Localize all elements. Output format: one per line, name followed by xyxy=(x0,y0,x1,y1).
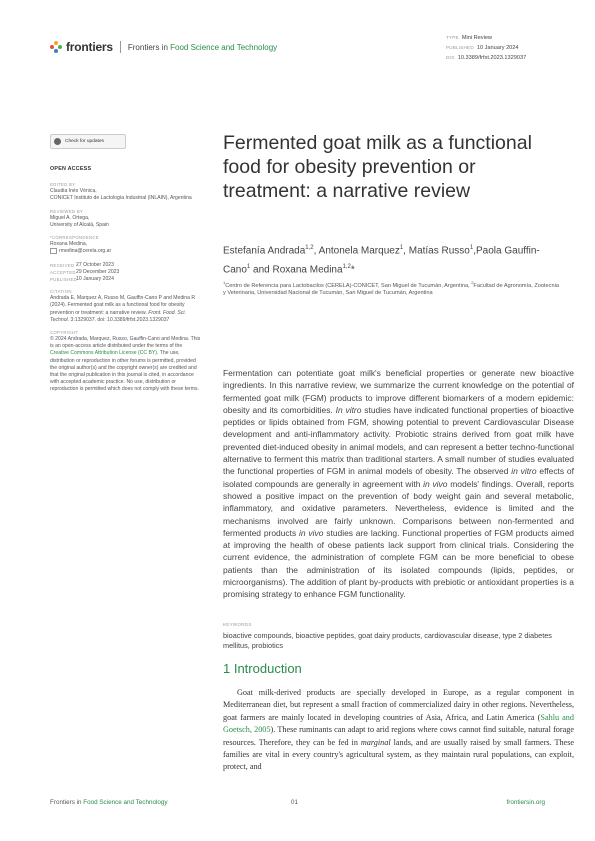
journal-name: Food Science and Technology xyxy=(170,42,278,52)
citation-doi[interactable]: doi: 10.3389/frfst.2023.1329037 xyxy=(97,316,170,323)
frontiers-logo-icon xyxy=(50,41,62,53)
author-separator: , xyxy=(313,245,319,257)
intro-citation-link[interactable]: Sahlu and Goetsch, 2005 xyxy=(223,712,574,735)
article-title: Fermented goat milk as a functional food for obesity prevention or treatment: a narrative review xyxy=(223,132,532,202)
journal-prefix: Frontiers in xyxy=(127,42,168,52)
correspondence-label: *CORRESPONDENCE xyxy=(50,235,99,241)
author-name[interactable]: Matías Russo xyxy=(408,245,470,257)
accepted-value: 29 December 2023 xyxy=(76,268,120,275)
footer-journal[interactable] xyxy=(50,799,168,806)
keywords-label: KEYWORDS xyxy=(223,622,252,627)
mail-icon xyxy=(50,248,57,254)
reviewed-by-block xyxy=(50,209,202,229)
affiliation-1-sup: 1 xyxy=(223,280,226,285)
author-affiliation-sup: 1 xyxy=(246,264,251,271)
type-label: TYPE xyxy=(446,35,459,40)
abstract-part-5: studies are lacking. Functional properties of FGM products aimed at improving the health of obese patients lack support from clinical trials. Considering the current evidence, the administration of complete FGM can be more beneficial to obese patients than the administration of its isolated compounds (lipids, peptides, or microorganisms). The addition of plant by-products with prebiotic or antioxidant properties is a promising strategy to enhance FGM functionality. xyxy=(223,527,574,600)
header-logo[interactable] xyxy=(50,40,277,54)
check-for-updates-label: Check for updates xyxy=(65,139,104,144)
copyright-block xyxy=(50,330,202,394)
citation-text xyxy=(50,295,202,324)
affiliations xyxy=(223,279,563,297)
intro-part-1: Goat milk-derived products are specially developed in Europe, as a regular component in Mediterranean diet, but represent a small fraction of commercialized dairy in other regions. Nevertheless, goat farmers are mainly located in developing countries of Asia, Africa, and Latin America ( xyxy=(223,688,574,722)
abstract-part-3: effects of isolated compounds are generally in agreement with xyxy=(223,466,574,489)
type-value: Mini Review xyxy=(461,35,492,41)
author-name[interactable]: Roxana Medina xyxy=(272,264,343,276)
author-affiliation-sup: 1,2 xyxy=(342,264,351,271)
copyright-text-2: The use, distribution or reproduction in other forums is permitted, provided the original author(s) and the copyright owner(s) are credited and that the original publication in this journal is cited, in accordance with accepted academic practice. No use, distribution or reproduction is permitted which does not comply with these terms. xyxy=(50,350,199,393)
abstract-part-2: studies have indicated functional properties of bioactive peptides or lipids obtained from FGM, showing potential to prevent Cardiovascular Disease development and anti-inflammatory activity. Probiotic strains derived from goat milk have prevented diet-induced obesity in animal models, and can represent a better techno-functional alternative to ferment this matrix than traditional starters. A small number of studies evaluated the functional properties of FGM in animal models of obesity. The observed xyxy=(223,404,574,477)
author-list xyxy=(223,240,563,279)
author-separator: , xyxy=(473,245,476,257)
affiliation-2: Facultad de Agronomía, Zootecnia y Veterinaria, Universidad Nacional de Tucumán, San Miguel de Tucumán, Argentina xyxy=(223,282,559,297)
journal-title[interactable] xyxy=(128,43,277,52)
abstract-part-1: Fermentation can potentiate goat milk's beneficial properties or generate new bioactive ingredients. In this narrative review, we summarize the current knowledge on the potential of fermented goat milk (FGM) products to improve different biomarkers of a modern epidemic: obesity and its comorbidities. xyxy=(223,368,574,415)
update-icon xyxy=(54,138,61,145)
citation-body: Andrada E, Marquez A, Russo M, Gauffin-Cano P and Medina R (2024). Fermented goat milk as a functional food for obesity prevention or treatment: a narrative review. xyxy=(50,295,196,316)
citation-block xyxy=(50,289,202,324)
affiliation-1: Centro de Referencia para Lactobacilos (CERELA)-CONICET, San Miguel de Tucumán, Argentina, xyxy=(225,282,470,289)
author-name[interactable]: Estefanía Andrada xyxy=(223,245,306,257)
affiliation-2-sup: 2 xyxy=(471,280,474,285)
correspondence-block xyxy=(50,235,202,256)
intro-part-2: ). These ruminants can adapt to arid regions where cows cannot find suitable, natural forage resources. Therefore, they can be fed in xyxy=(223,725,574,747)
check-for-updates-button[interactable] xyxy=(50,134,126,149)
footer-journal-name: Food Science and Technology xyxy=(83,799,168,806)
copyright-text-1: © 2024 Andrada, Marquez, Russo, Gauffin-Cano and Medina. This is an open-access article distributed under the terms of the xyxy=(50,335,201,350)
correspondence-email[interactable] xyxy=(50,248,202,255)
edited-by-block xyxy=(50,182,202,202)
sidebar-published-value: 10 January 2024 xyxy=(76,275,114,282)
accepted-label: ACCEPTED xyxy=(50,269,76,275)
introduction-body xyxy=(223,687,574,774)
correspondence-email-text: rmedina@cerela.org.ar xyxy=(59,248,112,255)
edited-by-label: EDITED BY xyxy=(50,182,76,188)
open-access-label: OPEN ACCESS xyxy=(50,166,92,172)
section-heading: 1 Introduction xyxy=(223,661,302,676)
received-label: RECEIVED xyxy=(50,262,75,268)
abstract-italic-1: In vitro xyxy=(335,404,362,415)
abstract-italic-2: in vitro xyxy=(511,466,537,477)
abstract-italic-3: in vivo xyxy=(423,478,448,489)
license-link[interactable]: Creative Commons Attribution License (CC BY). xyxy=(50,350,159,357)
author-name[interactable]: Antonela Marquez xyxy=(318,245,400,257)
doi-label: DOI xyxy=(446,55,455,60)
published-value: 10 January 2024 xyxy=(476,45,519,51)
received-value: 27 October 2023 xyxy=(76,261,114,268)
footer-journal-prefix: Frontiers in xyxy=(50,799,82,806)
author-affiliation-sup: 1 xyxy=(469,245,474,251)
correspondence-name: Roxana Medina, xyxy=(50,241,88,248)
abstract-italic-4: in vivo xyxy=(299,527,324,538)
author-affiliation-sup: 1,2 xyxy=(305,245,314,251)
intro-italic: marginal xyxy=(360,737,391,747)
author-separator: , xyxy=(403,245,409,257)
sidebar xyxy=(50,166,202,400)
reviewed-by-affil: University of Alcalá, Spain xyxy=(50,221,109,228)
edited-by-affil: CONICET Instituto de Lactología Industrial (INLAIN), Argentina xyxy=(50,195,192,202)
intro-part-3: lands, and are usually raised by small farmers. These families are vital in every country's agricultural system, as they maintain rural populations, can exploit, protect, and xyxy=(223,737,575,772)
edited-by-name: Claudia Inés Vénica, xyxy=(50,188,97,195)
author-separator: * xyxy=(350,264,355,276)
page-number: 01 xyxy=(291,799,299,806)
author-separator: and xyxy=(250,264,273,276)
keywords: bioactive compounds, bioactive peptides, goat dairy products, cardiovascular disease, type 2 diabetes mellitus, probiotics xyxy=(223,631,552,650)
abstract xyxy=(223,367,574,601)
author-affiliation-sup: 1 xyxy=(399,245,404,251)
logo-divider xyxy=(120,41,121,53)
copyright-label: COPYRIGHT xyxy=(50,329,79,335)
published-label: PUBLISHED xyxy=(446,45,474,50)
citation-journal: Front. Food. Sci. Technol. xyxy=(50,309,186,323)
sidebar-published-label: PUBLISHED xyxy=(50,276,78,282)
reviewed-by-name: Miguel A. Ortega, xyxy=(50,214,90,221)
citation-label: CITATION xyxy=(50,289,72,295)
logo-text: frontiers xyxy=(66,40,113,54)
abstract-part-4: models' findings. Overall, reports showed a positive impact on the prevention of body weight gain and several metabolic, inflammatory, and oxidative parameters. Nevertheless, evidence is limited and the mechanisms involved are fairly unknown. Comparisons between non-fermented and fermented products xyxy=(223,478,574,538)
author-name[interactable]: Paola Gauffin-Cano xyxy=(223,245,540,276)
footer-site-link[interactable]: frontiersin.org xyxy=(506,799,545,806)
doi-value[interactable]: 10.3389/frfst.2023.1329037 xyxy=(457,55,527,61)
citation-volume: 3:1329037. xyxy=(70,316,96,323)
copyright-text xyxy=(50,336,202,394)
dates-block xyxy=(50,262,202,284)
reviewed-by-label: REVIEWED BY xyxy=(50,208,84,214)
article-meta xyxy=(446,33,526,63)
